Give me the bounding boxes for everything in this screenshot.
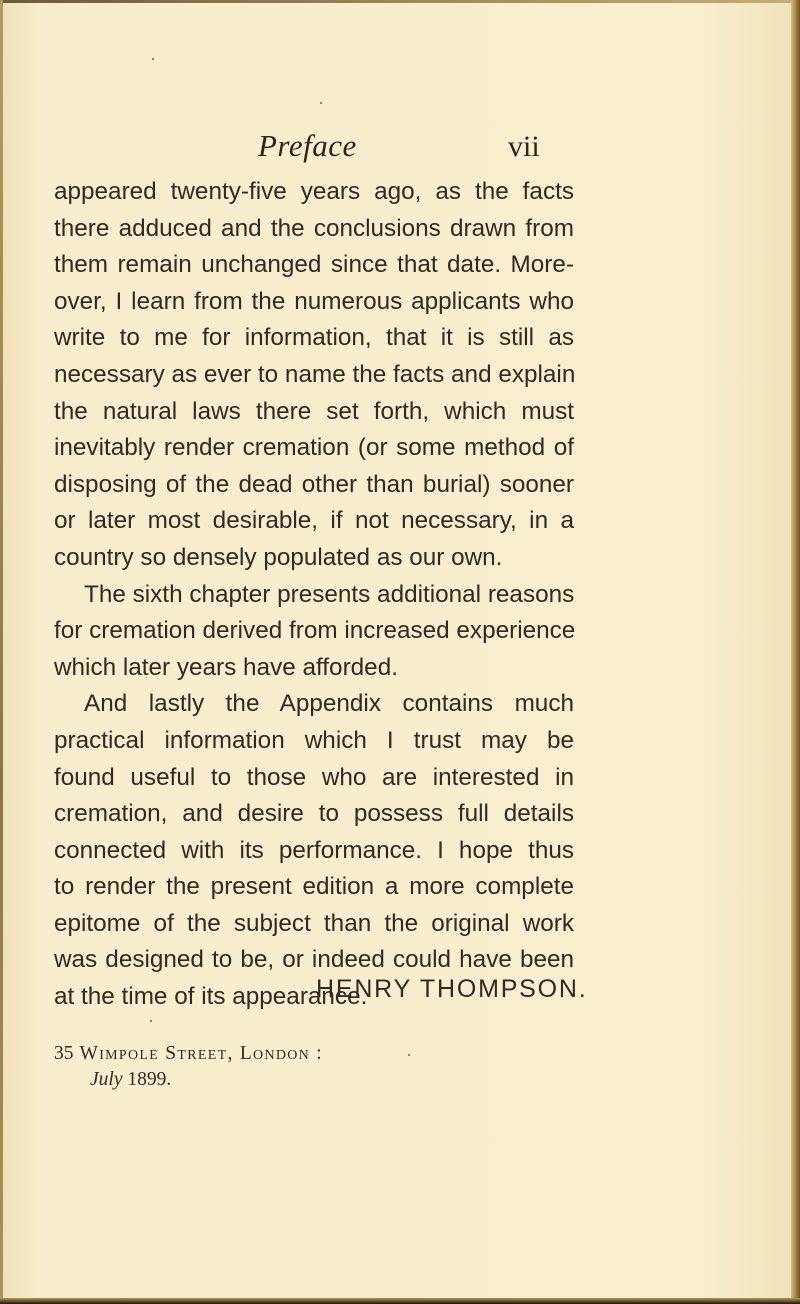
page-header (0, 128, 800, 168)
paper-speck (408, 1054, 410, 1056)
text-line: or later most desirable, if not necessary, in a (54, 507, 574, 535)
text-line: write to me for information, that it is still as (54, 324, 574, 352)
date-month: July (90, 1069, 123, 1090)
paper-speck (320, 102, 322, 104)
text-line: them remain unchanged since that date. More- (54, 251, 574, 279)
text-line: at the time of its appearance. (54, 983, 368, 1011)
text-line: epitome of the subject than the original work (54, 909, 574, 937)
page-number: vii (508, 130, 540, 163)
date-year: 1899. (127, 1069, 172, 1090)
paper-speck (150, 1020, 152, 1022)
page-right-edge (791, 0, 800, 1304)
page-left-edge (0, 0, 3, 1304)
text-line: was designed to be, or indeed could have been (54, 946, 574, 974)
text-line: disposing of the dead other than burial) sooner (54, 470, 574, 498)
text-line: to render the present edition a more complete (54, 873, 574, 901)
text-line: the natural laws there set forth, which must (54, 397, 574, 425)
street-name: Wimpole Street, London : (79, 1043, 323, 1064)
text-line: over, I learn from the numerous applicants who (54, 287, 574, 315)
text-line: necessary as ever to name the facts and explain (54, 360, 576, 388)
author-signature: HENRY THOMPSON. (316, 975, 588, 1003)
text-line: connected with its performance. I hope thus (54, 836, 574, 864)
text-line: practical information which I trust may be (54, 726, 574, 754)
text-line: found useful to those who are interested in (54, 763, 574, 791)
running-title: Preface (258, 128, 357, 163)
page-bottom-edge (0, 1298, 800, 1304)
letter-date (90, 1069, 171, 1091)
text-line: appeared twenty-five years ago, as the facts (54, 178, 574, 205)
street-number: 35 (54, 1043, 74, 1064)
page-top-edge (0, 0, 800, 3)
text-line: for cremation derived from increased experience (54, 617, 576, 645)
text-line: cremation, and desire to possess full details (54, 800, 574, 828)
text-line: country so densely populated as our own. (54, 543, 503, 571)
preface-body-text (54, 174, 574, 1016)
text-line: The sixth chapter presents additional reasons (84, 580, 575, 608)
text-line: which later years have afforded. (54, 653, 398, 681)
paper-speck (152, 58, 154, 60)
author-address (54, 1043, 323, 1065)
text-line: And lastly the Appendix contains much (84, 690, 574, 718)
text-line: inevitably render cremation (or some method of (54, 434, 574, 462)
text-line: there adduced and the conclusions drawn from (54, 214, 574, 242)
